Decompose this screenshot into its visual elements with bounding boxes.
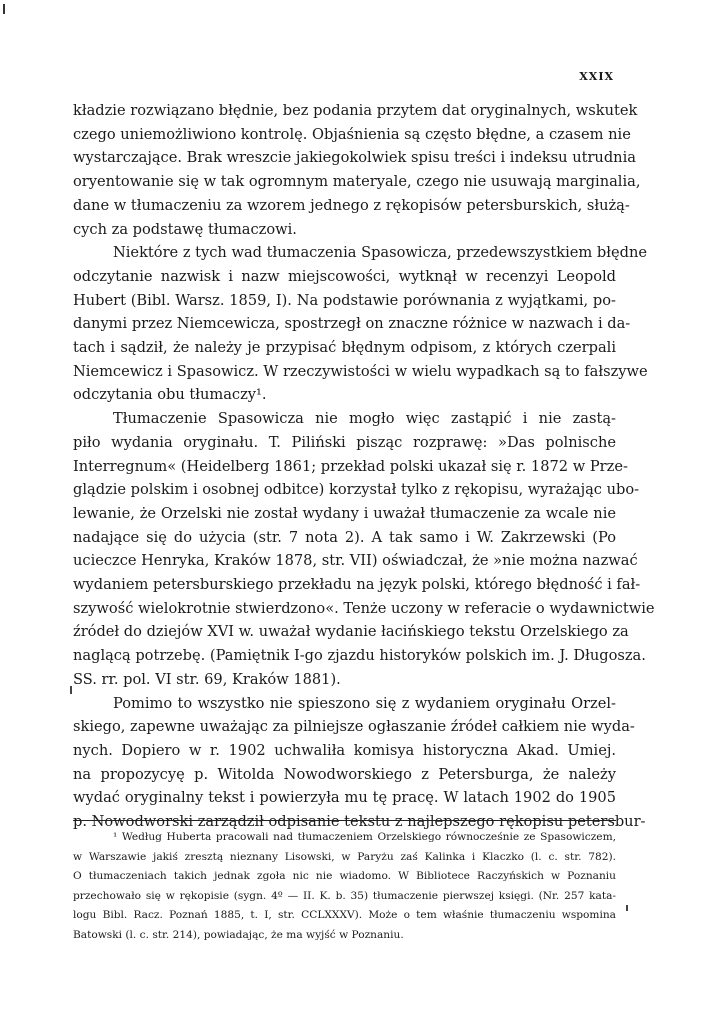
text-line: danymi przez Niemcewicza, spostrzegł on znaczne różnice w nazwach i da-: [73, 315, 631, 333]
body-text: [73, 99, 655, 834]
text-line: odczytania obu tłumaczy¹.: [73, 386, 267, 404]
footnote-line: Batowski (l. c. str. 214), powiadając, że ma wyjść w Poznaniu.: [73, 928, 404, 941]
text-line: Niemcewicz i Spasowicz. W rzeczywistości w wielu wypadkach są to fałszywe: [73, 362, 648, 380]
text-line: Interregnum« (Heidelberg 1861; przekład polski ukazał się r. 1872 w Prze-: [73, 457, 628, 475]
footnote-divider: [73, 820, 616, 821]
text-line: wydać oryginalny tekst i powierzyła mu tę pracę. W latach 1902 do 1905: [73, 789, 616, 807]
text-line: dane w tłumaczeniu za wzorem jednego z rękopisów petersburskich, służą-: [73, 196, 630, 214]
text-line: czego uniemożliwiono kontrolę. Objaśnienia są często błędne, a czasem nie: [73, 125, 631, 143]
text-line: glądzie polskim i osobnej odbitce) korzystał tylko z rękopisu, wyrażając ubo-: [73, 481, 640, 499]
text-line: ucieczce Henryka, Kraków 1878, str. VII) oświadczał, że »nie można nazwać: [73, 552, 638, 570]
text-line: piło wydania oryginału. T. Piliński pisząc rozprawę: »Das polnische: [73, 433, 616, 451]
footnote-line: ¹ Według Huberta pracowali nad tłumaczeniem Orzelskiego równocześnie ze Spasowiczem,: [113, 831, 616, 843]
text-line: na propozycyę p. Witolda Nowodworskiego z Petersburga, że należy: [73, 765, 616, 783]
text-line: oryentowanie się w tak ogromnym materyale, czego nie usuwają marginalia,: [73, 173, 641, 191]
text-line: cych za podstawę tłumaczowi.: [73, 220, 297, 238]
footnote-line: logu Bibl. Racz. Poznań 1885, t. I, str. CCLXXXV). Może o tem właśnie tłumaczeniu wspomina: [73, 909, 616, 921]
text-line: SS. rr. pol. VI str. 69, Kraków 1881).: [73, 670, 341, 688]
text-line: Niektóre z tych wad tłumaczenia Spasowicza, przedewszystkiem błędne: [113, 244, 647, 262]
text-line: Tłumaczenie Spasowicza nie mogło więc zastąpić i nie zastą-: [113, 410, 616, 428]
footnote-line: przechowało się w rękopisie (sygn. 4º — II. K. b. 35) tłumaczenie pierwszej księgi. (Nr. 257 kata-: [73, 889, 616, 902]
text-line: nadające się do użycia (str. 7 nota 2). A tak samo i W. Zakrzewski (Po: [73, 528, 616, 546]
text-line: p. Nowodworski zarządził odpisanie tekstu z najlepszego rękopisu petersbur-: [73, 813, 646, 831]
text-line: tach i sądził, że należy je przypisać błędnym odpisom, z których czerpali: [73, 339, 616, 357]
text-line: Pomimo to wszystko nie spieszono się z wydaniem oryginału Orzel-: [113, 694, 616, 712]
text-line: skiego, zapewne uważając za pilniejsze ogłaszanie źródeł całkiem nie wyda-: [73, 718, 635, 736]
text-line: odczytanie nazwisk i nazw miejscowości, wytknął w recenzyi Leopold: [73, 267, 616, 285]
text-line: kładzie rozwiązano błędnie, bez podania przytem dat oryginalnych, wskutek: [73, 102, 638, 119]
footnote: [73, 828, 616, 945]
footnote-line: w Warszawie jakiś zresztą nieznany Lisowski, w Paryżu zaś Kalinka i Klaczko (l. c. str. 782).: [73, 850, 616, 863]
text-line: naglącą potrzebę. (Pamiętnik I-go zjazdu historyków polskich im. J. Długosza.: [73, 647, 646, 665]
scan-mark: [70, 686, 72, 694]
scan-mark: [626, 905, 628, 911]
text-line: wystarczające. Brak wreszcie jakiegokolwiek spisu treści i indeksu utrudnia: [73, 149, 636, 167]
text-line: Hubert (Bibl. Warsz. 1859, I). Na podstawie porównania z wyjątkami, po-: [73, 291, 616, 309]
text-line: szywość wielokrotnie stwierdzono«. Tenże uczony w referacie o wydawnictwie: [73, 599, 655, 617]
scan-mark: [3, 4, 5, 14]
text-line: lewanie, że Orzelski nie został wydany i uważał tłumaczenie za wcale nie: [73, 504, 616, 522]
text-line: źródeł do dziejów XVI w. uważał wydanie łacińskiego tekstu Orzelskiego za: [73, 623, 629, 641]
page-number: XXIX: [579, 70, 614, 83]
text-line: nych. Dopiero w r. 1902 uchwaliła komisya historyczna Akad. Umiej.: [73, 741, 616, 759]
footnote-line: O tłumaczeniach takich jednak zgoła nic nie wiadomo. W Bibliotece Raczyńskich w Poznaniu: [73, 870, 616, 882]
text-line: wydaniem petersburskiego przekładu na język polski, którego błędność i fał-: [73, 576, 641, 594]
